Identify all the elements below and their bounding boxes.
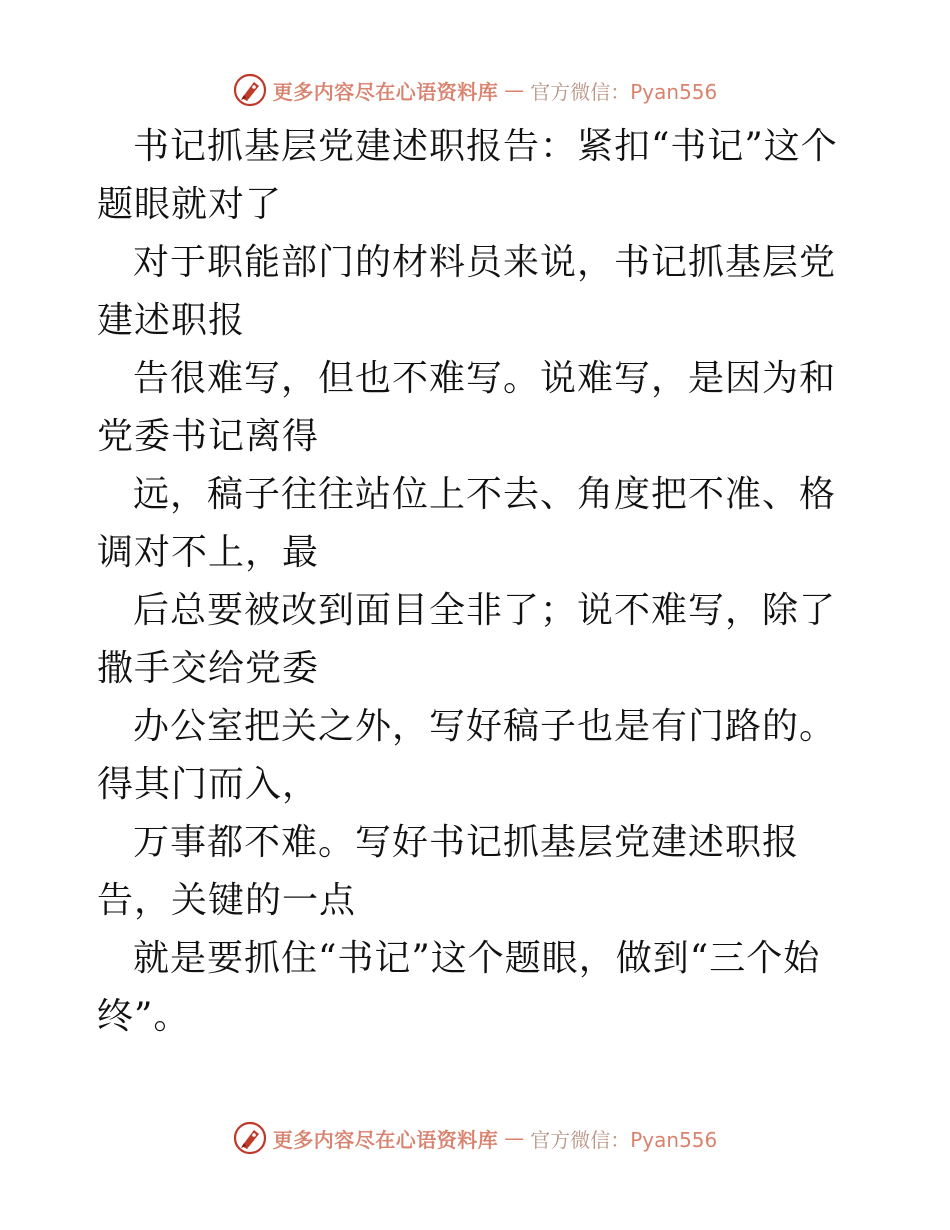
- paragraph-line: 办公室把关之外，写好稿子也是有门路的。得其门而入，: [97, 706, 837, 805]
- banner-account-group: [530, 76, 717, 105]
- paragraph-line: 后总要被改到面目全非了；说不难写，除了撒手交给党委: [97, 590, 837, 689]
- banner-text: 更多内容尽在心语资料库: [272, 79, 499, 104]
- banner-account-id: Pyan556: [630, 1127, 718, 1152]
- pen-nib-logo-icon: [233, 1121, 267, 1155]
- banner-account-label: 官方微信：: [530, 1127, 631, 1152]
- banner-dash: —: [504, 1126, 525, 1150]
- banner-text: 更多内容尽在心语资料库: [272, 1127, 499, 1152]
- footer-watermark-banner: [0, 1118, 950, 1158]
- paragraph-line: 万事都不难。写好书记抓基层党建述职报告，关键的一点: [97, 822, 800, 921]
- banner-dash: —: [504, 78, 525, 102]
- pen-nib-logo-icon: [233, 73, 267, 107]
- banner-account-label: 官方微信：: [530, 79, 631, 104]
- paragraph-line: 就是要抓住“书记”这个题眼，做到“三个始终”。: [97, 938, 821, 1037]
- paragraph-line: 告很难写，但也不难写。说难写，是因为和党委书记离得: [97, 358, 837, 457]
- paragraph-line: 远，稿子往往站位上不去、角度把不准、格调对不上，最: [97, 474, 837, 573]
- paragraph-line: 书记抓基层党建述职报告：紧扣“书记”这个题眼就对了: [97, 126, 838, 225]
- banner-account-id: Pyan556: [630, 79, 718, 104]
- document-body: [97, 118, 857, 1046]
- header-watermark-banner: [0, 70, 950, 110]
- paragraph-line: 对于职能部门的材料员来说，书记抓基层党建述职报: [97, 242, 837, 341]
- banner-account-group: [530, 1124, 717, 1153]
